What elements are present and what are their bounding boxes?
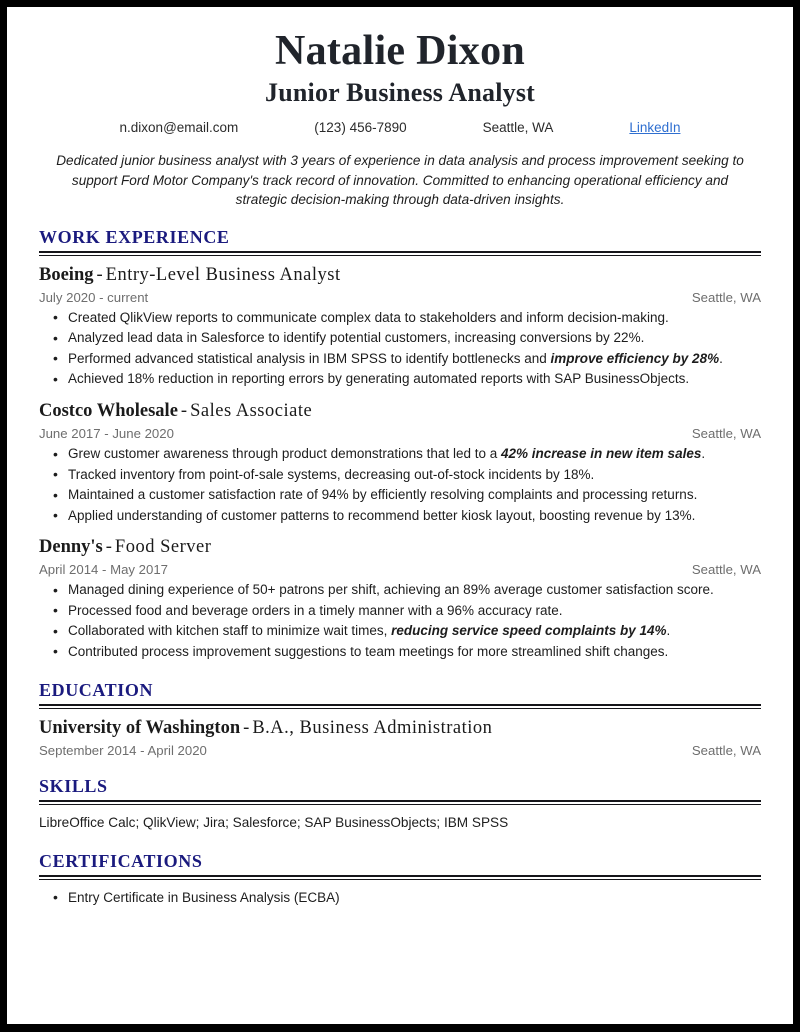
bullet-item: • Processed food and beverage orders in a timely manner with a 96% accuracy rate. [39, 601, 761, 622]
entry-dates: July 2020 - current [39, 289, 149, 305]
bullet-item: • Contributed process improvement suggestions to team meetings for more streamlined shift changes. [39, 642, 761, 663]
entry-location: Seattle, WA [691, 289, 761, 305]
entry-separator: - [96, 264, 103, 285]
section-divider [39, 800, 761, 805]
bullet-item: • Tracked inventory from point-of-sale systems, decreasing out-of-stock incidents by 18%. [39, 465, 761, 486]
contact-location: Seattle, WA [482, 120, 554, 136]
section-divider [39, 251, 761, 256]
bullet-item: • Collaborated with kitchen staff to minimize wait times, reducing service speed complaints by 14%. [39, 621, 761, 642]
entry-location: Seattle, WA [691, 562, 761, 578]
bullet-item: • Created QlikView reports to communicate complex data to stakeholders and inform decision-making. [39, 308, 761, 329]
entry-organization: University of Washington [39, 717, 241, 738]
bullet-item: • Performed advanced statistical analysis in IBM SPSS to identify bottlenecks and improve efficiency by 28%. [39, 349, 761, 370]
entry-organization: Costco Wholesale [39, 400, 178, 421]
section-title-work-experience: WORK EXPERIENCE [39, 227, 230, 248]
bullet-item: • Achieved 18% reduction in reporting errors by generating automated reports with SAP BusinessObjects. [39, 369, 761, 390]
entry-dates: June 2017 - June 2020 [39, 426, 174, 442]
section-education [39, 680, 761, 758]
entry-separator: - [180, 400, 188, 421]
entry-meta [39, 426, 761, 441]
work-entry [39, 536, 761, 662]
section-title-education: EDUCATION [39, 680, 154, 701]
entry-location: Seattle, WA [691, 426, 761, 442]
entry-heading [39, 717, 761, 740]
contact-email[interactable]: n.dixon@email.com [119, 120, 239, 136]
section-certifications [39, 851, 761, 908]
entry-role: Sales Associate [190, 400, 313, 421]
section-title-skills: SKILLS [39, 776, 108, 797]
contact-row [39, 120, 761, 135]
entry-role: B.A., Business Administration [252, 717, 493, 738]
entry-separator: - [105, 537, 112, 558]
entry-bullet-list [39, 580, 761, 662]
work-entry [39, 400, 761, 526]
bullet-item: • Applied understanding of customer patterns to recommend better kiosk layout, boosting revenue by 13%. [39, 506, 761, 527]
work-entry [39, 264, 761, 390]
entry-meta [39, 743, 761, 758]
education-entry [39, 717, 761, 758]
candidate-headline: Junior Business Analyst [265, 78, 535, 108]
entry-organization: Denny's [39, 537, 103, 558]
section-work-experience [39, 227, 761, 662]
entry-heading [39, 264, 761, 287]
skills-list: LibreOffice Calc; QlikView; Jira; Salesforce; SAP BusinessObjects; IBM SPSS [39, 814, 509, 830]
entry-bullet-list [39, 308, 761, 390]
entry-separator: - [243, 717, 250, 738]
entry-meta [39, 562, 761, 577]
education-entry-list [39, 717, 761, 758]
section-divider [39, 875, 761, 880]
linkedin-link[interactable]: LinkedIn [629, 120, 681, 136]
bullet-emphasis: reducing service speed complaints by 14% [391, 623, 667, 639]
contact-phone[interactable]: (123) 456-7890 [314, 120, 407, 136]
entry-dates: September 2014 - April 2020 [39, 743, 207, 759]
bullet-item: • Managed dining experience of 50+ patrons per shift, achieving an 89% average customer satisfaction score. [39, 580, 761, 601]
bullet-item: • Analyzed lead data in Salesforce to identify potential customers, increasing conversions by 22%. [39, 328, 761, 349]
bullet-item: • Grew customer awareness through product demonstrations that led to a 42% increase in new item sales. [39, 444, 761, 465]
professional-summary: Dedicated junior business analyst with 3 years of experience in data analysis and process improvement seeking to support Ford Motor Company's track record of innovation. Committed to enhancing operational efficiency and strategic decision-making through data-driven insights. [56, 153, 744, 207]
candidate-name: Natalie Dixon [274, 28, 526, 74]
bullet-item: • Maintained a customer satisfaction rate of 94% by efficiently resolving complaints and processing returns. [39, 485, 761, 506]
work-entry-list [39, 264, 761, 663]
certification-item: • Entry Certificate in Business Analysis (ECBA) [39, 888, 761, 909]
entry-bullet-list [39, 444, 761, 526]
entry-location: Seattle, WA [691, 743, 761, 759]
entry-heading [39, 400, 761, 423]
section-skills [39, 776, 761, 833]
resume-page [7, 7, 793, 1024]
section-divider [39, 704, 761, 709]
bullet-emphasis: 42% increase in new item sales [500, 446, 702, 462]
entry-organization: Boeing [39, 264, 94, 285]
resume-header [39, 29, 761, 135]
bullet-emphasis: improve efficiency by 28% [550, 350, 720, 366]
entry-role: Entry-Level Business Analyst [105, 264, 341, 285]
entry-meta [39, 290, 761, 305]
entry-dates: April 2014 - May 2017 [39, 562, 169, 578]
entry-role: Food Server [114, 537, 212, 558]
entry-heading [39, 536, 761, 559]
section-title-certifications: CERTIFICATIONS [39, 851, 203, 871]
certification-list [39, 888, 761, 909]
contact-link[interactable] [591, 120, 718, 135]
